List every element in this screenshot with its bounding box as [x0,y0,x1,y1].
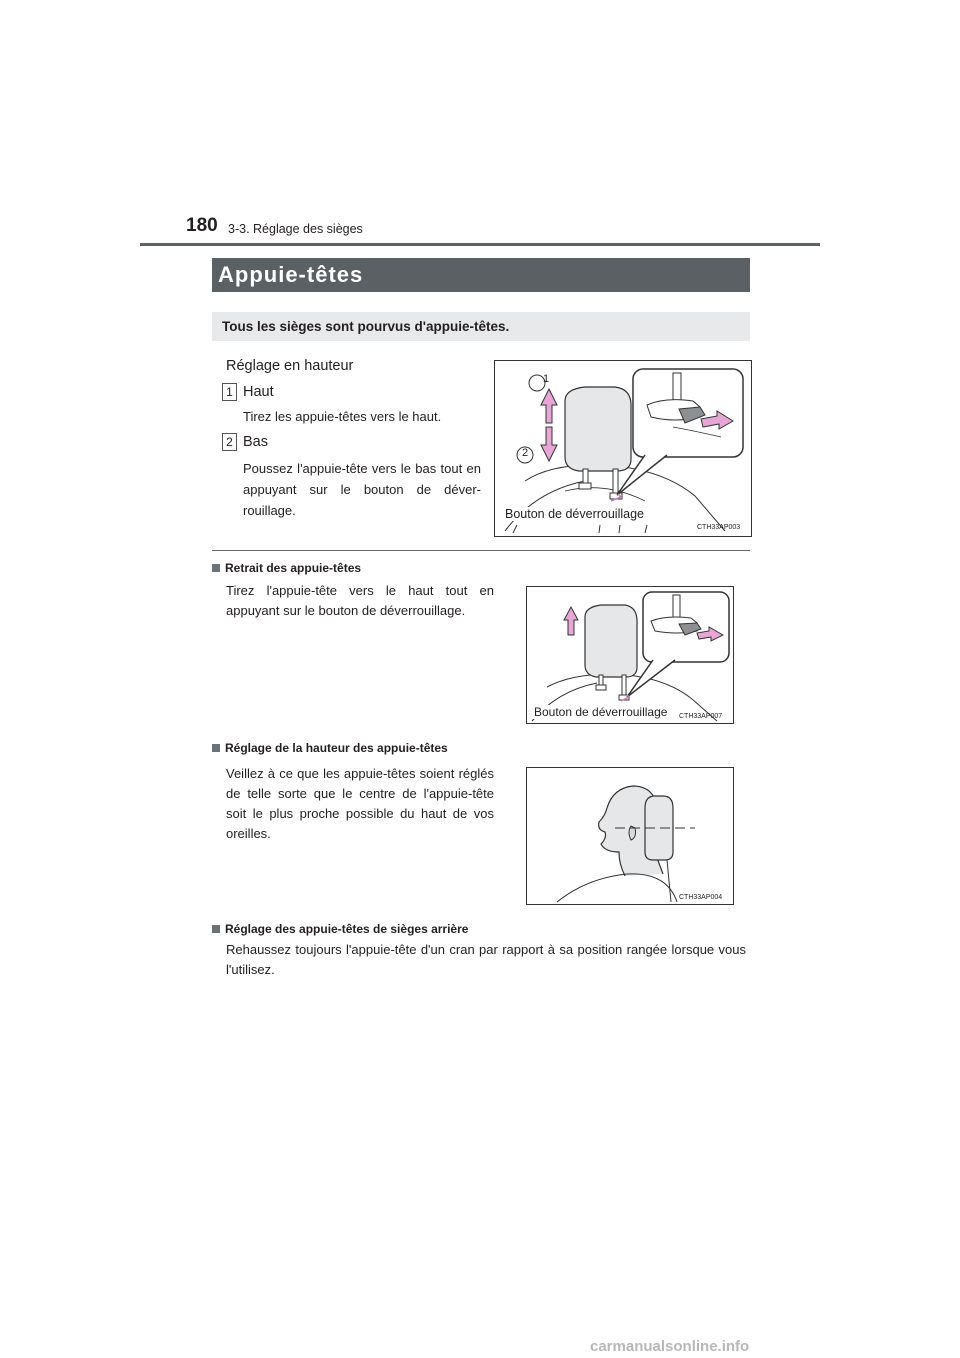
item-desc-down: Poussez l'appuie-tête vers le bas tout en appuyant sur le bouton de déver-rouillage. [243,461,481,518]
bullet-square-icon [212,564,220,572]
item-label-down: Bas [243,434,268,450]
page-title: Appuie-têtes [218,262,364,287]
callout-1: 1 [542,373,550,385]
item-desc-up: Tirez les appuie-têtes vers le haut. [243,409,442,424]
height-adjust-heading: Réglage en hauteur [226,358,354,374]
section-body-removal: Tirez l'appuie-tête vers le haut tout en appuyant sur le bouton de déverrouillage. [226,583,494,618]
bullet-square-icon [212,925,220,933]
figure-headrest-removal [526,586,734,724]
head-position-illustration [527,768,733,904]
figure-code: CTH33AP007 [679,713,723,720]
callout-2: 2 [521,447,529,459]
intro-text: Tous les sièges sont pourvus d'appuie-têtes. [222,319,510,334]
section-heading-removal-text: Retrait des appuie-têtes [225,561,362,575]
section-heading-height [212,741,448,755]
bullet-square-icon [212,744,220,752]
item-number-2: 2 [222,433,237,451]
section-body-height: Veillez à ce que les appuie-têtes soient réglés de telle sorte que le centre de l'appuie-tête soit le plus proche possible du haut de vos oreilles. [226,766,494,841]
section-heading-height-text: Réglage de la hauteur des appuie-têtes [225,741,448,755]
header-rule [140,243,820,246]
release-button-label: Bouton de déverrouillage [505,507,644,521]
footer-watermark: carmanualsonline.info [590,1338,750,1355]
section-body-rear: Rehaussez toujours l'appuie-tête d'un cran par rapport à sa position rangée lorsque vous l'utilisez. [226,942,746,977]
figure-head-position [526,767,734,905]
item-number-1: 1 [222,383,237,401]
page-number: 180 [186,215,218,236]
figure-code: CTH33AP003 [697,524,741,531]
figure-headrest-height [494,360,752,537]
section-reference: 3-3. Réglage des sièges [228,222,363,236]
headrest-removal-illustration [527,587,733,723]
item-label-up: Haut [243,384,274,400]
section-separator [212,550,750,551]
release-button-label: Bouton de déverrouillage [534,705,668,719]
figure-code: CTH33AP004 [679,894,723,901]
section-heading-rear-text: Réglage des appuie-têtes de sièges arrière [225,922,469,936]
section-heading-removal [212,561,361,575]
section-heading-rear [212,922,468,936]
